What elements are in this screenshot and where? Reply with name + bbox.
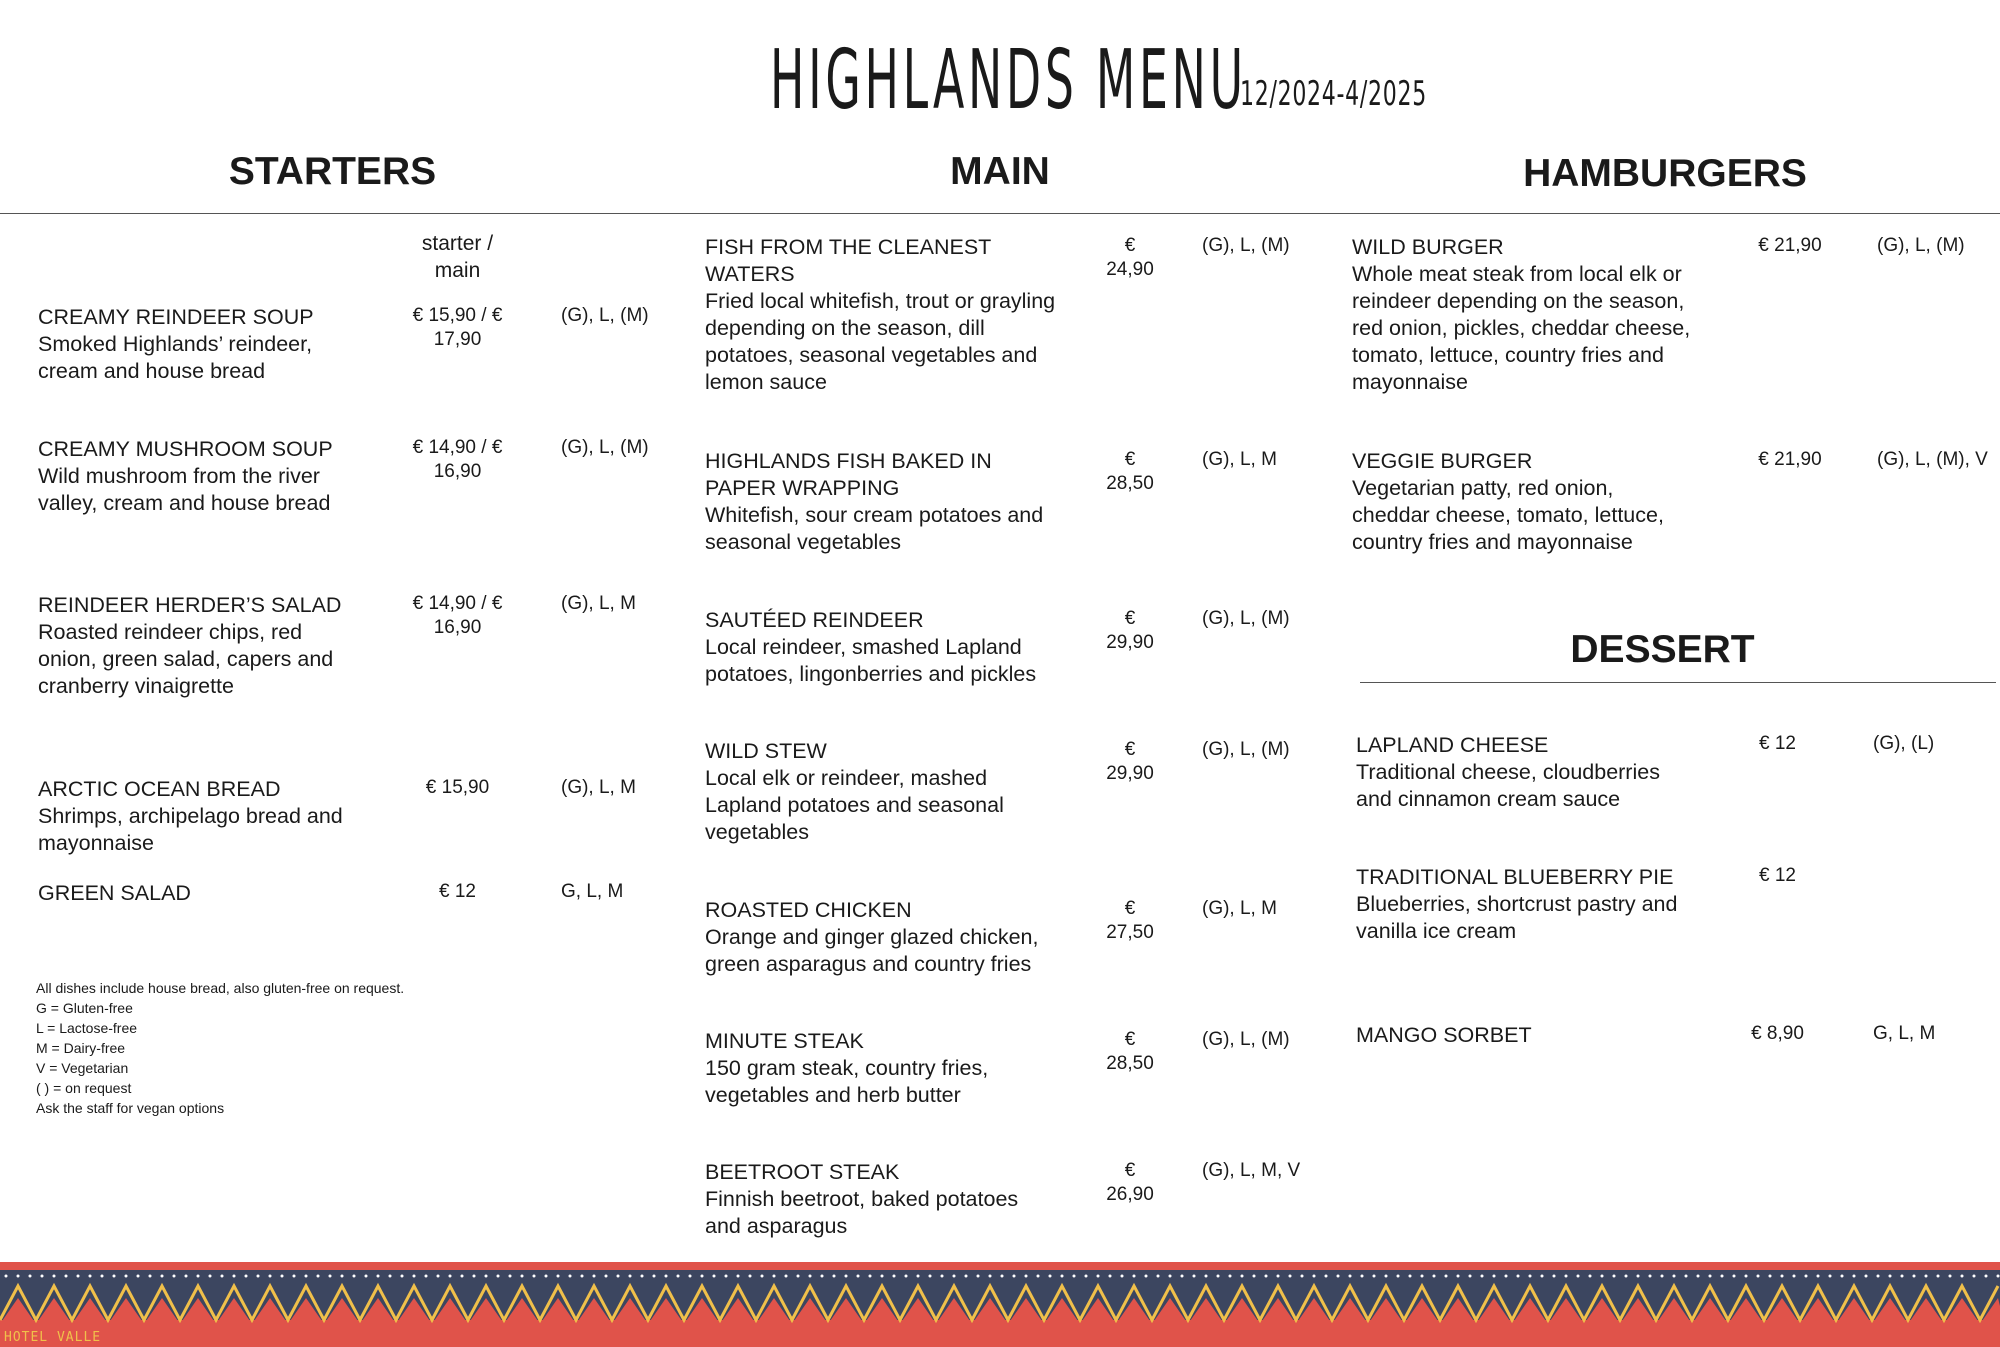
item-desc: Whitefish, sour cream potatoes and seasonal vegetables xyxy=(705,503,1044,554)
pattern-dot xyxy=(1373,1275,1376,1278)
item-diet: G, L, M xyxy=(1873,1023,1936,1044)
pattern-dot xyxy=(1529,1275,1532,1278)
note-line: ( ) = on request xyxy=(36,1080,132,1096)
pattern-dot xyxy=(305,1275,308,1278)
item-name: ROASTED CHICKEN xyxy=(705,898,912,922)
item-name: CREAMY MUSHROOM SOUP xyxy=(38,437,333,461)
pattern-dot xyxy=(1109,1275,1112,1278)
pattern-dot xyxy=(1481,1275,1484,1278)
item-diet: (G), L, (M), V xyxy=(1877,449,1988,470)
item-diet: (G), L, M xyxy=(1202,449,1277,470)
pattern-dot xyxy=(881,1275,884,1278)
item-price: € 15,90 / € 17,90 xyxy=(412,305,503,350)
pattern-dot xyxy=(1649,1275,1652,1278)
pattern-dot xyxy=(1013,1275,1016,1278)
pattern-dot xyxy=(1265,1275,1268,1278)
pattern-dot xyxy=(41,1275,44,1278)
pattern-dot xyxy=(1517,1275,1520,1278)
pattern-dot xyxy=(1445,1275,1448,1278)
pattern-dot xyxy=(1889,1275,1892,1278)
pattern-dot xyxy=(593,1275,596,1278)
pattern-dot xyxy=(425,1275,428,1278)
pattern-dot xyxy=(1673,1275,1676,1278)
pattern-dot xyxy=(293,1275,296,1278)
pattern-dot xyxy=(1157,1275,1160,1278)
item-name: FISH FROM THE CLEANEST WATERS xyxy=(705,235,991,286)
pattern-dot xyxy=(1025,1275,1028,1278)
dessert-item xyxy=(1356,1022,1696,1049)
pattern-dot xyxy=(917,1275,920,1278)
pattern-dot xyxy=(1781,1275,1784,1278)
pattern-dot xyxy=(725,1275,728,1278)
item-price: € 24,90 xyxy=(1106,235,1154,280)
pattern-dot xyxy=(665,1275,668,1278)
item-diet: (G), L, (M) xyxy=(1202,235,1290,256)
pattern-dot xyxy=(1709,1275,1712,1278)
pattern-dot xyxy=(1361,1275,1364,1278)
item-price: € 12 xyxy=(1759,733,1796,754)
item-name: REINDEER HERDER’S SALAD xyxy=(38,593,342,617)
starter-item xyxy=(38,436,368,517)
pattern-dot xyxy=(245,1275,248,1278)
pattern-dot xyxy=(1997,1275,2000,1278)
pattern-dot xyxy=(1589,1275,1592,1278)
pattern-dot xyxy=(809,1275,812,1278)
pattern-dot xyxy=(1085,1275,1088,1278)
header-divider xyxy=(0,213,2000,214)
pattern-dot xyxy=(953,1275,956,1278)
item-diet: (G), L, (M) xyxy=(1202,1029,1290,1050)
main-item xyxy=(705,448,1060,556)
main-heading: MAIN xyxy=(950,150,1050,193)
hamburgers-heading: HAMBURGERS xyxy=(1523,152,1807,195)
pattern-dot xyxy=(1181,1275,1184,1278)
pattern-dot xyxy=(17,1275,20,1278)
pattern-dot xyxy=(1961,1275,1964,1278)
pattern-dot xyxy=(173,1275,176,1278)
pattern-dot xyxy=(1205,1275,1208,1278)
pattern-dot xyxy=(689,1275,692,1278)
pattern-dot xyxy=(869,1275,872,1278)
item-name: GREEN SALAD xyxy=(38,881,191,905)
starters-price-header: starter / main xyxy=(421,232,494,282)
pattern-dot xyxy=(149,1275,152,1278)
pattern-dot xyxy=(905,1275,908,1278)
pattern-dot xyxy=(1493,1275,1496,1278)
note-line: L = Lactose-free xyxy=(36,1020,138,1036)
pattern-dot xyxy=(125,1275,128,1278)
pattern-dot xyxy=(653,1275,656,1278)
pattern-dot xyxy=(749,1275,752,1278)
pattern-dot xyxy=(1313,1275,1316,1278)
item-name: SAUTÉED REINDEER xyxy=(705,608,924,632)
item-desc: Orange and ginger glazed chicken, green asparagus and country fries xyxy=(705,925,1039,976)
item-desc: Blueberries, shortcrust pastry and vanilla ice cream xyxy=(1356,892,1678,943)
pattern-dot xyxy=(1697,1275,1700,1278)
item-name: HIGHLANDS FISH BAKED IN PAPER WRAPPING xyxy=(705,449,992,500)
note-line: G = Gluten-free xyxy=(36,1000,133,1016)
item-price: € 8,90 xyxy=(1751,1023,1804,1044)
item-diet: (G), L, M xyxy=(561,777,636,798)
pattern-dot xyxy=(1745,1275,1748,1278)
item-price: € 12 xyxy=(439,881,476,902)
pattern-dot xyxy=(1973,1275,1976,1278)
pattern-dot xyxy=(989,1275,992,1278)
pattern-dot xyxy=(137,1275,140,1278)
item-diet: G, L, M xyxy=(561,881,624,902)
pattern-dot xyxy=(161,1275,164,1278)
item-name: MINUTE STEAK xyxy=(705,1029,864,1053)
item-desc: Whole meat steak from local elk or reindeer depending on the season, red onion, pickles, cheddar cheese, tomato, lettuce, country fries and mayonnaise xyxy=(1352,262,1691,394)
pattern-dot xyxy=(1301,1275,1304,1278)
pattern-dot xyxy=(629,1275,632,1278)
note-line: Ask the staff for vegan options xyxy=(36,1100,225,1116)
starters-heading: STARTERS xyxy=(228,150,437,193)
item-price: € 26,90 xyxy=(1106,1160,1154,1205)
pattern-dot xyxy=(1073,1275,1076,1278)
item-desc: Traditional cheese, cloudberries and cinnamon cream sauce xyxy=(1356,760,1660,811)
note-line: V = Vegetarian xyxy=(36,1060,129,1076)
pattern-dot xyxy=(509,1275,512,1278)
pattern-dot xyxy=(785,1275,788,1278)
item-diet: (G), (L) xyxy=(1873,733,1935,754)
pattern-dot xyxy=(1865,1275,1868,1278)
pattern-dot xyxy=(1877,1275,1880,1278)
item-price: € 15,90 xyxy=(425,777,490,798)
pattern-dot xyxy=(401,1275,404,1278)
pattern-dot xyxy=(833,1275,836,1278)
pattern-dot xyxy=(1145,1275,1148,1278)
main-item xyxy=(705,1028,1035,1109)
pattern-dot xyxy=(1349,1275,1352,1278)
pattern-dot xyxy=(521,1275,524,1278)
pattern-dot xyxy=(857,1275,860,1278)
pattern-dot xyxy=(557,1275,560,1278)
pattern-dot xyxy=(1229,1275,1232,1278)
pattern-dot xyxy=(449,1275,452,1278)
pattern-dot xyxy=(1757,1275,1760,1278)
pattern-dot xyxy=(1625,1275,1628,1278)
pattern-dot xyxy=(1913,1275,1916,1278)
pattern-dot xyxy=(257,1275,260,1278)
pattern-dot xyxy=(1613,1275,1616,1278)
pattern-dot xyxy=(773,1275,776,1278)
item-desc: Vegetarian patty, red onion, cheddar cheese, tomato, lettuce, country fries and mayonnaise xyxy=(1352,476,1664,554)
dessert-divider xyxy=(1360,682,1996,683)
item-name: CREAMY REINDEER SOUP xyxy=(38,305,314,329)
pattern-dot xyxy=(1193,1275,1196,1278)
pattern-dot xyxy=(701,1275,704,1278)
pattern-dot xyxy=(1385,1275,1388,1278)
pattern-dot xyxy=(209,1275,212,1278)
menu-date-range: 12/2024-4/2025 xyxy=(1240,74,1427,114)
pattern-dot xyxy=(965,1275,968,1278)
burger-item xyxy=(1352,234,1707,396)
pattern-dot xyxy=(269,1275,272,1278)
pattern-dot xyxy=(1325,1275,1328,1278)
pattern-dot xyxy=(1601,1275,1604,1278)
item-price: € 29,90 xyxy=(1106,739,1154,784)
item-price: € 21,90 xyxy=(1758,449,1822,470)
pattern-dot xyxy=(569,1275,572,1278)
item-diet: (G), L, M xyxy=(561,593,636,614)
zigzag-pattern xyxy=(0,1262,2000,1347)
pattern-dot xyxy=(413,1275,416,1278)
pattern-dot xyxy=(1397,1275,1400,1278)
note-line: M = Dairy-free xyxy=(36,1040,126,1056)
pattern-dot xyxy=(1577,1275,1580,1278)
pattern-dot xyxy=(1457,1275,1460,1278)
starter-item xyxy=(38,304,368,385)
pattern-dot xyxy=(89,1275,92,1278)
pattern-dot xyxy=(1061,1275,1064,1278)
pattern-dot xyxy=(1661,1275,1664,1278)
dessert-heading: DESSERT xyxy=(1570,628,1755,671)
pattern-dot xyxy=(377,1275,380,1278)
pattern-dot xyxy=(1805,1275,1808,1278)
item-desc: Roasted reindeer chips, red onion, green salad, capers and cranberry vinaigrette xyxy=(38,620,334,698)
pattern-dot xyxy=(1169,1275,1172,1278)
pattern-dot xyxy=(1505,1275,1508,1278)
pattern-dot xyxy=(1853,1275,1856,1278)
hotel-logo: HOTEL VALLE xyxy=(4,1330,102,1345)
item-desc: Fried local whitefish, trout or grayling depending on the season, dill potatoes, seasonal vegetables and lemon sauce xyxy=(705,289,1056,394)
item-price: € 29,90 xyxy=(1106,608,1154,653)
dessert-item xyxy=(1356,732,1696,813)
pattern-dot xyxy=(1277,1275,1280,1278)
footer-pattern-band xyxy=(0,1262,2000,1347)
pattern-dot xyxy=(113,1275,116,1278)
pattern-dot xyxy=(1253,1275,1256,1278)
pattern-dot xyxy=(929,1275,932,1278)
dessert-item xyxy=(1356,864,1696,945)
pattern-dot xyxy=(893,1275,896,1278)
item-name: ARCTIC OCEAN BREAD xyxy=(38,777,281,801)
pattern-dot xyxy=(65,1275,68,1278)
item-desc: Local reindeer, smashed Lapland potatoes, lingonberries and pickles xyxy=(705,635,1037,686)
pattern-dot xyxy=(1289,1275,1292,1278)
item-desc: Shrimps, archipelago bread and mayonnaise xyxy=(38,804,343,855)
pattern-dot xyxy=(1949,1275,1952,1278)
pattern-dot xyxy=(1829,1275,1832,1278)
pattern-dot xyxy=(185,1275,188,1278)
item-desc: Smoked Highlands’ reindeer, cream and house bread xyxy=(38,332,313,383)
pattern-dot xyxy=(1541,1275,1544,1278)
pattern-dot xyxy=(233,1275,236,1278)
pattern-dot xyxy=(797,1275,800,1278)
pattern-dot xyxy=(1409,1275,1412,1278)
pattern-dot xyxy=(221,1275,224,1278)
pattern-dot xyxy=(1721,1275,1724,1278)
pattern-dot xyxy=(389,1275,392,1278)
pattern-dot xyxy=(485,1275,488,1278)
item-price: € 27,50 xyxy=(1106,898,1154,943)
item-price: € 14,90 / € 16,90 xyxy=(412,593,503,638)
pattern-dot xyxy=(1769,1275,1772,1278)
burger-item xyxy=(1352,448,1692,556)
pattern-dot xyxy=(1241,1275,1244,1278)
main-item xyxy=(705,738,1035,846)
pattern-dot xyxy=(53,1275,56,1278)
pattern-dot xyxy=(737,1275,740,1278)
pattern-dot xyxy=(761,1275,764,1278)
item-diet: (G), L, (M) xyxy=(1202,739,1290,760)
menu-title-block xyxy=(770,22,1539,128)
pattern-dot xyxy=(581,1275,584,1278)
pattern-dot xyxy=(1121,1275,1124,1278)
pattern-dot xyxy=(5,1275,8,1278)
pattern-dot xyxy=(341,1275,344,1278)
pattern-dot xyxy=(1565,1275,1568,1278)
item-name: WILD BURGER xyxy=(1352,235,1504,259)
pattern-dot xyxy=(1469,1275,1472,1278)
pattern-dot xyxy=(1685,1275,1688,1278)
pattern-dot xyxy=(1421,1275,1424,1278)
pattern-dot xyxy=(1097,1275,1100,1278)
pattern-dot xyxy=(1433,1275,1436,1278)
pattern-dot xyxy=(101,1275,104,1278)
pattern-dot xyxy=(617,1275,620,1278)
item-price: € 14,90 / € 16,90 xyxy=(412,437,503,482)
pattern-dot xyxy=(317,1275,320,1278)
pattern-dot xyxy=(713,1275,716,1278)
pattern-dot xyxy=(605,1275,608,1278)
item-desc: Local elk or reindeer, mashed Lapland potatoes and seasonal vegetables xyxy=(705,766,1004,844)
item-diet: (G), L, (M) xyxy=(1202,608,1290,629)
item-desc: Wild mushroom from the river valley, cream and house bread xyxy=(38,464,331,515)
pattern-dot xyxy=(437,1275,440,1278)
pattern-dot xyxy=(1337,1275,1340,1278)
pattern-dot xyxy=(1733,1275,1736,1278)
pattern-dot xyxy=(1985,1275,1988,1278)
dietary-notes xyxy=(36,978,404,1118)
main-item xyxy=(705,897,1060,978)
pattern-dot xyxy=(1637,1275,1640,1278)
pattern-dot xyxy=(1841,1275,1844,1278)
pattern-dot xyxy=(1901,1275,1904,1278)
pattern-dot xyxy=(473,1275,476,1278)
main-item xyxy=(705,607,1060,688)
pattern-dot xyxy=(1217,1275,1220,1278)
item-price: € 21,90 xyxy=(1758,235,1822,256)
item-name: VEGGIE BURGER xyxy=(1352,449,1533,473)
pattern-dot xyxy=(353,1275,356,1278)
item-diet: (G), L, (M) xyxy=(561,305,649,326)
item-name: WILD STEW xyxy=(705,739,827,763)
item-name: TRADITIONAL BLUEBERRY PIE xyxy=(1356,865,1674,889)
item-price: € 28,50 xyxy=(1106,1029,1154,1074)
item-diet: (G), L, (M) xyxy=(1877,235,1965,256)
pattern-dot xyxy=(1037,1275,1040,1278)
pattern-dot xyxy=(1133,1275,1136,1278)
pattern-dot xyxy=(545,1275,548,1278)
item-desc: 150 gram steak, country fries, vegetables and herb butter xyxy=(705,1056,989,1107)
pattern-dot xyxy=(641,1275,644,1278)
pattern-dot xyxy=(977,1275,980,1278)
pattern-dot xyxy=(281,1275,284,1278)
pattern-dot xyxy=(1001,1275,1004,1278)
item-diet: (G), L, (M) xyxy=(561,437,649,458)
pattern-dot xyxy=(197,1275,200,1278)
starter-item xyxy=(38,880,368,907)
pattern-dot xyxy=(77,1275,80,1278)
item-name: MANGO SORBET xyxy=(1356,1023,1532,1047)
pattern-dot xyxy=(1793,1275,1796,1278)
starter-item xyxy=(38,592,358,700)
starter-item xyxy=(38,776,368,857)
pattern-dot xyxy=(941,1275,944,1278)
item-name: BEETROOT STEAK xyxy=(705,1160,900,1184)
note-line: All dishes include house bread, also gluten-free on request. xyxy=(36,980,405,996)
pattern-dot xyxy=(1925,1275,1928,1278)
pattern-dot xyxy=(677,1275,680,1278)
pattern-dot xyxy=(1817,1275,1820,1278)
pattern-dot xyxy=(821,1275,824,1278)
menu-title: HIGHLANDS MENU xyxy=(770,33,1247,128)
pattern-dot xyxy=(1553,1275,1556,1278)
pattern-dot xyxy=(29,1275,32,1278)
pattern-dot xyxy=(533,1275,536,1278)
pattern-dot xyxy=(461,1275,464,1278)
pattern-dot xyxy=(1937,1275,1940,1278)
pattern-dot xyxy=(497,1275,500,1278)
pattern-dot xyxy=(845,1275,848,1278)
pattern-dot xyxy=(1049,1275,1052,1278)
item-desc: Finnish beetroot, baked potatoes and asparagus xyxy=(705,1187,1019,1238)
item-price: € 12 xyxy=(1759,865,1796,886)
item-price: € 28,50 xyxy=(1106,449,1154,494)
item-diet: (G), L, M, V xyxy=(1202,1160,1301,1181)
item-diet: (G), L, M xyxy=(1202,898,1277,919)
pattern-dot xyxy=(329,1275,332,1278)
pattern-dot xyxy=(365,1275,368,1278)
item-name: LAPLAND CHEESE xyxy=(1356,733,1549,757)
main-item xyxy=(705,1159,1045,1240)
main-item xyxy=(705,234,1060,396)
